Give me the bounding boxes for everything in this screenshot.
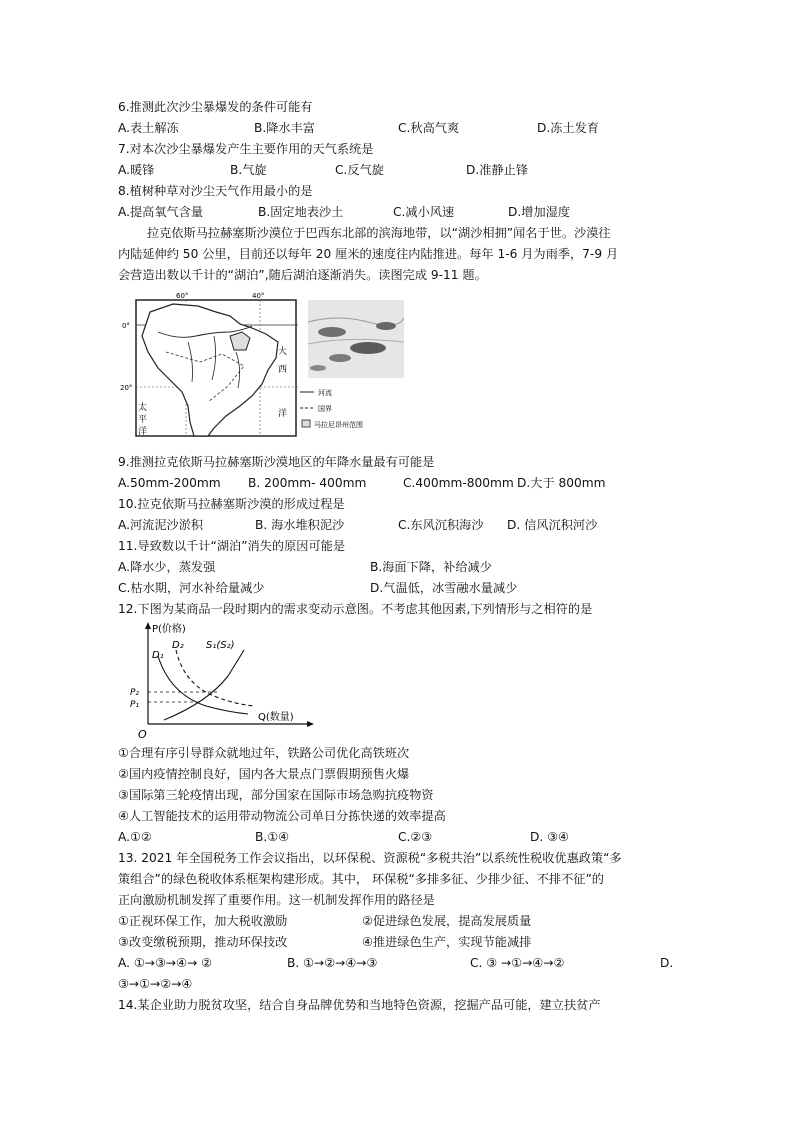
p2-label: P₂ <box>130 688 140 698</box>
south-america-map <box>118 292 408 440</box>
legend-river: 河流 <box>318 389 332 397</box>
q14-line-1: 14.某企业助力脱贫攻坚，结合自身品牌优势和当地特色资源，挖掘产品可能，建立扶贫产 <box>118 998 601 1012</box>
q6-option-c: C.秋高气爽 <box>398 121 460 135</box>
q7-option-a: A.暖锋 <box>118 163 155 177</box>
desert-lagoon-photo <box>308 300 404 378</box>
q13-line-3: 正向激励机制发挥了重要作用。这一机制发挥作用的路径是 <box>118 893 435 907</box>
q10-stem: 10.拉克依斯马拉赫塞斯沙漠的形成过程是 <box>118 497 345 511</box>
demand-supply-graph <box>118 620 318 740</box>
legend-border: 国界 <box>318 405 332 413</box>
q9-option-d: D.大于 800mm <box>517 476 606 490</box>
q13-option-c: C. ③ →①→④→② <box>470 956 565 970</box>
q6-stem: 6.推测此次沙尘暴爆发的条件可能有 <box>118 100 313 114</box>
atlantic-label-3: 洋 <box>278 409 288 419</box>
q6-option-d: D.冻土发育 <box>537 121 600 135</box>
q7-stem: 7.对本次沙尘暴爆发产生主要作用的天气系统是 <box>118 142 374 156</box>
atlantic-label-1: 大 <box>278 347 288 357</box>
q10-option-c: C.东风沉积海沙 <box>398 518 484 532</box>
q12-item-4: ④人工智能技术的运用带动物流公司单日分拣快递的效率提高 <box>118 809 446 823</box>
q8-stem: 8.植树种草对沙尘天气作用最小的是 <box>118 184 313 198</box>
lat-20-label: 20° <box>120 384 133 392</box>
lon-40-label: 40° <box>252 292 265 300</box>
y-axis-label: P(价格) <box>152 624 186 635</box>
q10-option-b: B. 海水堆积泥沙 <box>255 518 345 532</box>
q13-option-d: D. <box>660 956 674 970</box>
q11-option-c: C.枯水期，河水补给量减少 <box>118 581 265 595</box>
legend-state-box <box>302 420 310 427</box>
q7-option-b: B.气旋 <box>230 163 267 177</box>
q7-option-d: D.准静止锋 <box>466 163 529 177</box>
q10-option-d: D. 信风沉积河沙 <box>507 518 598 532</box>
q8-option-d: D.增加湿度 <box>508 205 571 219</box>
q9-option-a: A.50mm-200mm <box>118 476 221 490</box>
atlantic-label-2: 西 <box>278 365 288 375</box>
q12-option-c: C.②③ <box>398 830 433 844</box>
q7-option-c: C.反气旋 <box>335 163 384 177</box>
q8-option-a: A.提高氧气含量 <box>118 205 204 219</box>
q6-option-b: B.降水丰富 <box>254 121 315 135</box>
q12-option-b: B.①④ <box>255 830 290 844</box>
q13-line-2: 策组合”的绿色税收体系框架构建形成。其中， 环保税“多排多征、少排少征、不排不征”的 <box>118 872 604 886</box>
q10-option-a: A.河流泥沙淤积 <box>118 518 204 532</box>
q9-option-c: C.400mm-800mm <box>403 476 514 490</box>
d2-label: D₂ <box>172 640 184 651</box>
origin-label: O <box>138 728 147 740</box>
q11-option-b: B.海面下降，补给减少 <box>370 560 492 574</box>
q13-item-4: ④推进绿色生产，实现节能减排 <box>362 935 532 949</box>
q12-item-1: ①合理有序引导群众就地过年，铁路公司优化高铁班次 <box>118 746 410 760</box>
d1-label: D₁ <box>152 650 164 661</box>
lon-60-label: 60° <box>176 292 189 300</box>
q13-option-d-continued: ③→①→②→④ <box>118 977 193 991</box>
pacific-label-1: 太 <box>138 403 148 413</box>
q11-option-a: A.降水少，蒸发强 <box>118 560 216 574</box>
q13-line-1: 13. 2021 年全国税务工作会议指出，以环保税、资源税“多税共治”以系统性税收优惠政策“多 <box>118 851 622 865</box>
q8-option-c: C.减小风速 <box>393 205 455 219</box>
q11-option-d: D.气温低，冰雪融水量减少 <box>370 581 518 595</box>
q12-item-2: ②国内疫情控制良好，国内各大景点门票假期预售火爆 <box>118 767 410 781</box>
supply-curve <box>164 650 244 720</box>
pacific-label-3: 洋 <box>138 427 148 437</box>
q9-option-b: B. 200mm- 400mm <box>248 476 367 490</box>
q13-item-2: ②促进绿色发展，提高发展质量 <box>362 914 532 928</box>
q13-option-b: B. ①→②→④→③ <box>287 956 378 970</box>
q9-stem: 9.推测拉克依斯马拉赫塞斯沙漠地区的年降水量最有可能是 <box>118 455 435 469</box>
p1-label: P₁ <box>130 700 140 710</box>
q11-stem: 11.导致数以千计“湖泊”消失的原因可能是 <box>118 539 346 553</box>
q13-item-1: ①正视环保工作，加大税收激励 <box>118 914 288 928</box>
q8-option-b: B.固定地表沙土 <box>258 205 344 219</box>
supply-label: S₁(S₂) <box>206 640 235 651</box>
q6-option-a: A.表土解冻 <box>118 121 179 135</box>
q13-option-a: A. ①→③→④→ ② <box>118 956 213 970</box>
q13-item-3: ③改变缴税预期，推动环保技改 <box>118 935 288 949</box>
q12-option-d: D. ③④ <box>530 830 569 844</box>
legend-state: 马拉尼昂州范围 <box>314 421 363 429</box>
passage-line-1: 拉克依斯马拉赫塞斯沙漠位于巴西东北部的滨海地带，以“湖沙相拥”闻名于世。沙漠往 <box>147 226 611 240</box>
q12-option-a: A.①② <box>118 830 152 844</box>
passage-line-2: 内陆延伸约 50 公里，目前还以每年 20 厘米的速度往内陆推进。每年 1-6 月为雨季，7-9 月 <box>118 247 619 261</box>
x-axis-label: Q(数量) <box>258 712 294 723</box>
lat-0-label: 0° <box>122 322 130 330</box>
q12-item-3: ③国际第三轮疫情出现，部分国家在国际市场急购抗疫物资 <box>118 788 434 802</box>
pacific-label-2: 平 <box>138 415 148 425</box>
passage-line-3: 会营造出数以千计的“湖泊”,随后湖泊逐渐消失。读图完成 9-11 题。 <box>118 268 487 282</box>
q12-stem: 12.下图为某商品一段时期内的需求变动示意图。不考虑其他因素,下列情形与之相符的是 <box>118 602 593 616</box>
